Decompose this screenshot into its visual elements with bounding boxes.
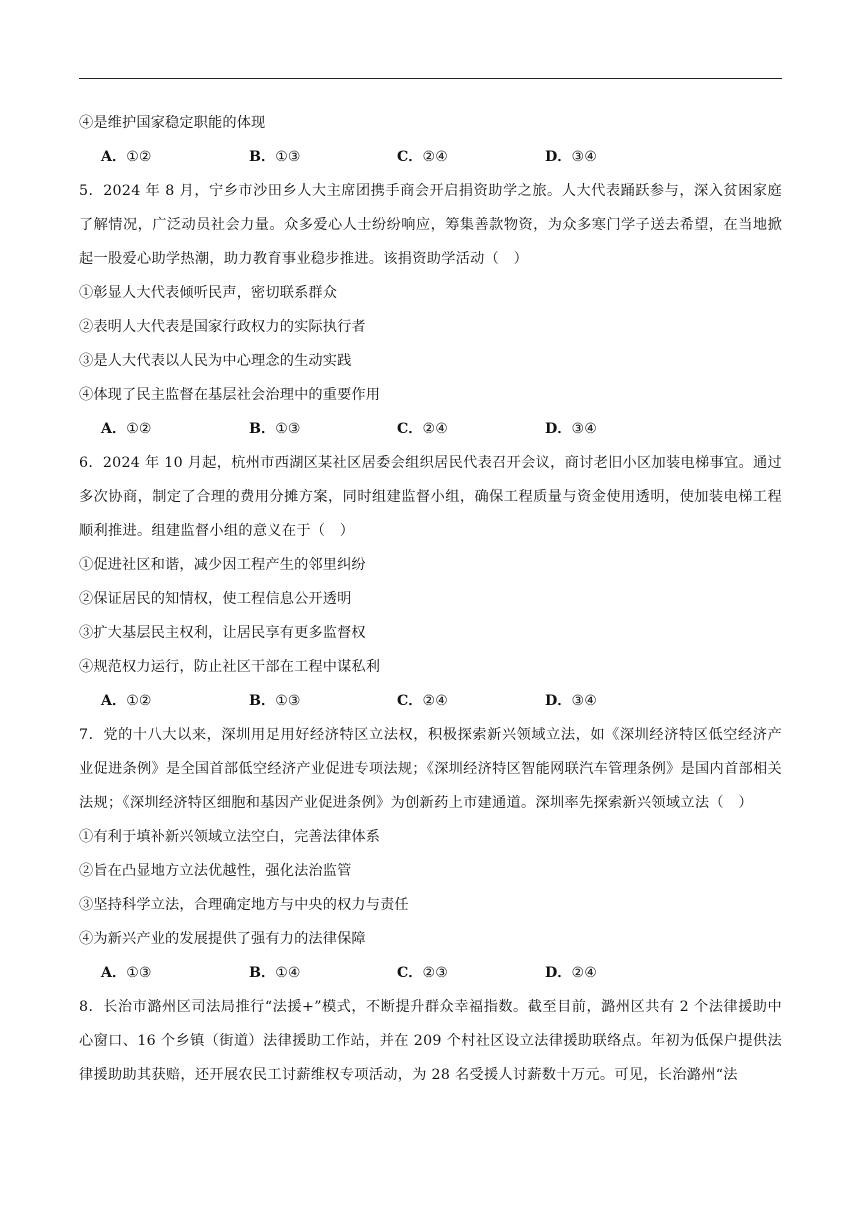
q4-option-b: B．①③ (249, 149, 301, 165)
q5-option-c: C．②④ (397, 421, 448, 437)
q5-option-b: B．①③ (249, 421, 301, 437)
q5-item-1: ①彰显人大代表倾听民声，密切联系群众 (79, 285, 338, 301)
q6-item-1: ①促进社区和谐，减少因工程产生的邻里纠纷 (79, 557, 366, 573)
q5-option-a: A．①② (101, 421, 152, 437)
q6-option-d: D．③④ (545, 693, 597, 709)
q7-stem: 7．党的十八大以来，深圳用足用好经济特区立法权，积极探索新兴领域立法，如《深圳经济特区低空经济产业促进条例》是全国首部低空经济产业促进专项法规；《深圳经济特区智能网联汽车管理条例》是国内首部相关法规；《深圳经济特区细胞和基因产业促进条例》为创新药上市建通道。深圳率先探索新兴领域立法（ ） (79, 727, 782, 811)
q7-option-c: C．②③ (397, 965, 448, 981)
q5-item-3: ③是人大代表以人民为中心理念的生动实践 (79, 353, 352, 369)
q7-option-a: A．①③ (101, 965, 152, 981)
q5-options (79, 412, 782, 446)
q7-option-b: B．①④ (249, 965, 301, 981)
q7-item-4: ④为新兴产业的发展提供了强有力的法律保障 (79, 931, 366, 947)
q4-options (79, 140, 782, 174)
q4-option-d: D．③④ (545, 149, 597, 165)
q5-item-2: ②表明人大代表是国家行政权力的实际执行者 (79, 319, 366, 335)
q6-option-c: C．②④ (397, 693, 448, 709)
q6-stem: 6．2024 年 10 月起，杭州市西湖区某社区居委会组织居民代表召开会议，商讨老旧小区加装电梯事宜。通过多次协商，制定了合理的费用分摊方案，同时组建监督小组，确保工程质量与资金使用透明，使加装电梯工程顺利推进。组建监督小组的意义在于（ ） (79, 455, 782, 539)
q7-item-3: ③坚持科学立法，合理确定地方与中央的权力与责任 (79, 897, 409, 913)
q7-option-d: D．②④ (545, 965, 597, 981)
q6-options (79, 684, 782, 718)
q8-stem: 8．长治市潞州区司法局推行“法援+”模式，不断提升群众幸福指数。截至目前，潞州区共有 2 个法律援助中心窗口、16 个乡镇（街道）法律援助工作站，并在 209 个村社区设立法律援助联络点。年初为低保户提供法律援助助其获赔，还开展农民工讨薪维权专项活动，为 28 名受援人讨薪数十万元。可见，长治潞州“法 (79, 999, 782, 1083)
question-page (79, 106, 782, 1092)
q4-option-a: A．①② (101, 149, 152, 165)
q4-item-4: ④是维护国家稳定职能的体现 (79, 115, 266, 131)
header-rule (79, 78, 782, 79)
q4-option-c: C．②④ (397, 149, 448, 165)
q5-item-4: ④体现了民主监督在基层社会治理中的重要作用 (79, 387, 381, 403)
q5-option-d: D．③④ (545, 421, 597, 437)
q6-item-4: ④规范权力运行，防止社区干部在工程中谋私利 (79, 659, 381, 675)
q7-options (79, 956, 782, 990)
q7-item-2: ②旨在凸显地方立法优越性，强化法治监管 (79, 863, 352, 879)
q5-stem: 5．2024 年 8 月，宁乡市沙田乡人大主席团携手商会开启捐资助学之旅。人大代表踊跃参与，深入贫困家庭了解情况，广泛动员社会力量。众多爱心人士纷纷响应，筹集善款物资，为众多寒门学子送去希望，在当地掀起一股爱心助学热潮，助力教育事业稳步推进。该捐资助学活动（ ） (79, 183, 782, 267)
q6-option-b: B．①③ (249, 693, 301, 709)
q6-option-a: A．①② (101, 693, 152, 709)
q7-item-1: ①有利于填补新兴领域立法空白，完善法律体系 (79, 829, 381, 845)
q6-item-2: ②保证居民的知情权，使工程信息公开透明 (79, 591, 352, 607)
q6-item-3: ③扩大基层民主权利，让居民享有更多监督权 (79, 625, 366, 641)
